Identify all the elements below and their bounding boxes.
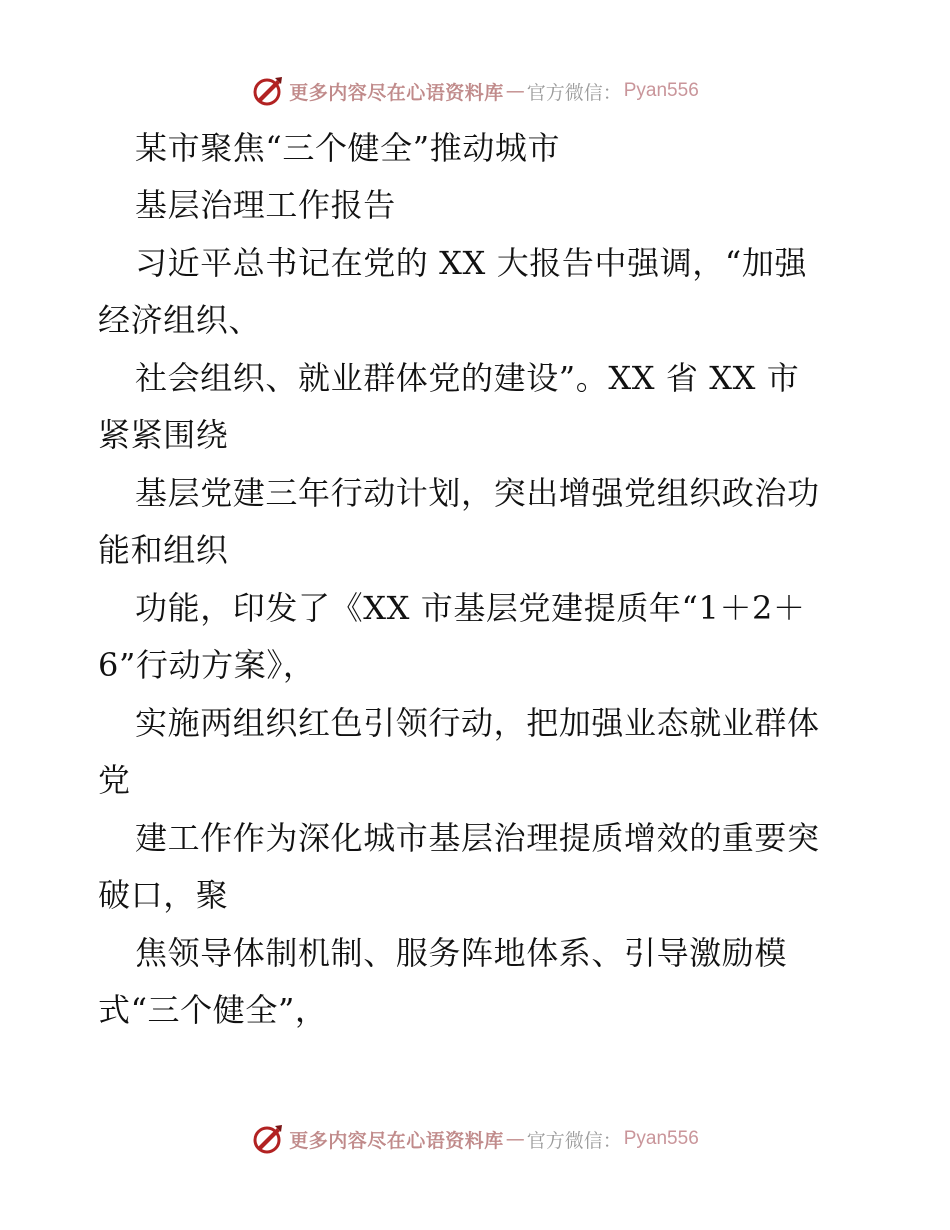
paragraph-line: 实施两组织红色引领行动，把加强业态就业群体: [135, 704, 820, 742]
paragraph-line: 基层党建三年行动计划，突出增强党组织政治功: [135, 474, 820, 512]
paragraph-line: 紧紧围绕: [98, 416, 229, 454]
paragraph-line: 习近平总书记在党的 XX 大报告中强调，“加强: [135, 244, 808, 282]
paragraph-line: 6”行动方案》，: [98, 646, 316, 684]
watermark-dash: —: [505, 80, 525, 102]
paragraph-line: 焦领导体制机制、服务阵地体系、引导激励模: [135, 934, 788, 972]
title-line-1: 某市聚焦“三个健全”推动城市: [135, 129, 561, 167]
watermark-site-text: 更多内容尽在心语资料库: [289, 1129, 504, 1152]
quill-logo-icon: [251, 74, 285, 108]
paragraph-line: 功能，印发了《XX 市基层党建提质年“1＋2＋: [135, 589, 806, 627]
paragraph-line: 建工作作为深化城市基层治理提质增效的重要突: [135, 819, 820, 857]
paragraph-line: 能和组织: [98, 531, 229, 569]
watermark-wechat-label: 官方微信：: [526, 1129, 622, 1152]
watermark-wechat-handle: Pyan556: [623, 80, 699, 101]
paragraph-line: 式“三个健全”，: [98, 991, 328, 1029]
watermark-site-text: 更多内容尽在心语资料库: [289, 81, 504, 104]
paragraph-line: 党: [98, 761, 131, 799]
watermark-header: [0, 71, 950, 111]
paragraph-line: 破口，聚: [98, 876, 229, 914]
watermark-footer: [0, 1119, 950, 1159]
title-line-2: 基层治理工作报告: [135, 186, 396, 224]
watermark-dash: —: [505, 1128, 525, 1150]
watermark-wechat-label: 官方微信：: [526, 81, 622, 104]
watermark-wechat-handle: Pyan556: [623, 1128, 699, 1149]
paragraph-line: 经济组织、: [98, 301, 262, 339]
quill-logo-icon: [251, 1122, 285, 1156]
paragraph-line: 社会组织、就业群体党的建设”。XX 省 XX 市: [135, 359, 800, 397]
